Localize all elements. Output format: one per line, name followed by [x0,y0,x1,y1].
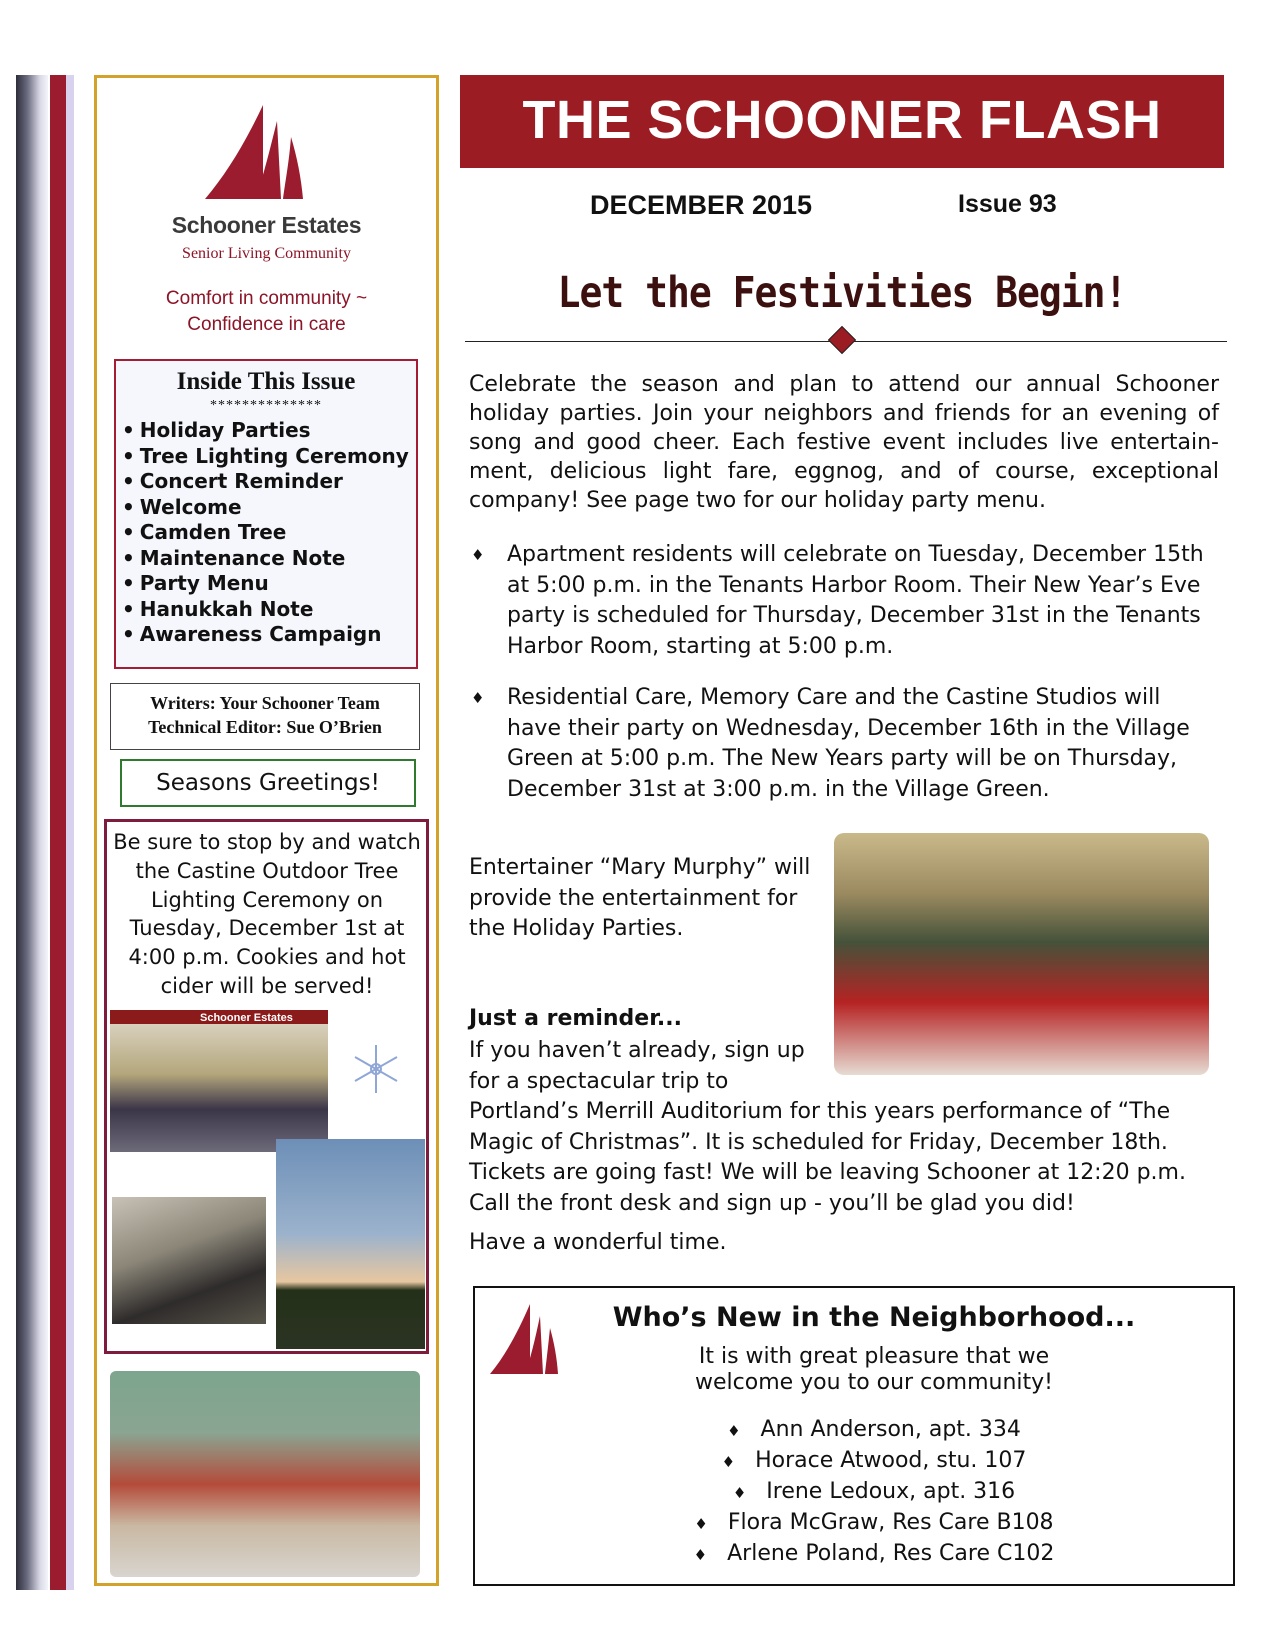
photo-residents-party [110,1371,420,1577]
logo-name: Schooner Estates [171,212,362,238]
snowflake-icon [350,1043,402,1095]
logo-subtitle: Senior Living Community [182,245,351,262]
seasons-greetings-box: Seasons Greetings! [120,759,416,807]
toc-item: • Welcome [122,495,412,521]
new-resident-item: ♦ Horace Atwood, stu. 107 [513,1446,1235,1477]
party-schedule-list [469,540,1219,826]
photo-tree-lighting-readers [112,1197,266,1324]
newsletter-title: THE SCHOONER FLASH [522,90,1162,150]
writers-credit: Writers: Your Schooner Team [150,693,380,713]
tagline-line-1: Comfort in community ~ [165,288,368,309]
reminder-body [469,1036,1229,1219]
issue-date: DECEMBER 2015 [590,190,813,220]
photo-carolers [110,1010,328,1152]
schooner-sails-logo-icon [205,103,315,208]
reminder-line: Tickets are going fast! We will be leaving Schooner at 12:20 p.m. [469,1160,1186,1185]
reminder-heading: Just a reminder... [469,1006,682,1031]
photo-sign-text: Schooner Estates [200,1012,293,1024]
tagline-line-2: Confidence in care [187,314,346,335]
toc-item: • Party Menu [122,571,412,597]
credits-box [110,683,420,750]
toc-item: • Holiday Parties [122,418,412,444]
inside-issue-title: Inside This Issue [176,368,356,395]
new-residents-list [473,1415,1235,1570]
closing-line: Have a wonderful time. [469,1230,727,1255]
tagline [94,286,439,338]
new-resident-item: ♦ Flora McGraw, Res Care B108 [513,1508,1235,1539]
welcome-subtitle-line-2: welcome you to our community! [695,1370,1053,1395]
toc-item: • Awareness Campaign [122,622,412,648]
article-headline: Let the Festivities Begin! [557,268,1127,318]
toc-item: • Tree Lighting Ceremony [122,444,412,470]
left-stripe-red [50,75,66,1590]
photo-outdoor-tree [276,1139,425,1349]
reminder-line: If you haven’t already, sign up [469,1038,805,1063]
divider-diamond-icon [828,326,856,354]
new-resident-item: ♦ Irene Ledoux, apt. 316 [513,1477,1235,1508]
issue-number: Issue 93 [958,190,1057,218]
reminder-line: Call the front desk and sign up - you’ll be glad you did! [469,1190,1075,1216]
editor-credit: Technical Editor: Sue O’Brien [148,717,382,737]
article-intro: Celebrate the season and plan to attend our annual Schooner holiday parties. Join your neighbors and friends for an evening of song and good cheer. Each festive event includes live entertain-ment, delicious light fare, eggnog, and of course, exceptional company! See page two for our holiday party menu. [469,372,1219,513]
left-stripe-lavender [66,75,74,1590]
new-resident-item: ♦ Ann Anderson, apt. 334 [513,1415,1235,1446]
welcome-subtitle-line-1: It is with great pleasure that we [698,1344,1050,1369]
new-resident-item: ♦ Arlene Poland, Res Care C102 [513,1539,1235,1570]
welcome-title: Who’s New in the Neighborhood... [612,1302,1136,1333]
welcome-subtitle [473,1344,1235,1396]
party-schedule-item: ♦ Apartment residents will celebrate on Tuesday, December 15th at 5:00 p.m. in the Tenants Harbor Room. Their New Year’s Eve party is scheduled for Thursday, December 31st in the Tenants Harbor Room, starting at 5:00 p.m. [469,540,1219,662]
toc-item: • Camden Tree [122,520,412,546]
entertainer-note: Entertainer “Mary Murphy” will provide the entertainment for the Holiday Parties. [469,855,811,941]
toc-item: • Maintenance Note [122,546,412,572]
toc-item: • Hanukkah Note [122,597,412,623]
inside-issue-stars: ************** [210,398,322,413]
reminder-line: Magic of Christmas”. It is scheduled for Friday, December 18th. [469,1129,1168,1155]
left-stripe-gradient [16,75,48,1590]
reminder-line: for a spectacular trip to [469,1068,729,1094]
tree-lighting-text: Be sure to stop by and watch the Castine Outdoor Tree Lighting Ceremony on Tuesday, December 1st at 4:00 p.m. Cookies and hot cider will be served! [113,830,421,998]
reminder-line: Portland’s Merrill Auditorium for this years performance of “The [469,1099,1171,1124]
party-schedule-item: ♦ Residential Care, Memory Care and the Castine Studios will have their party on Wednesday, December 16th in the Village Green at 5:00 p.m. The New Years party will be on Thursday, December 31st at 3:00 p.m. in the Village Green. [469,683,1219,805]
inside-issue-list [122,418,412,648]
toc-item: • Concert Reminder [122,469,412,495]
